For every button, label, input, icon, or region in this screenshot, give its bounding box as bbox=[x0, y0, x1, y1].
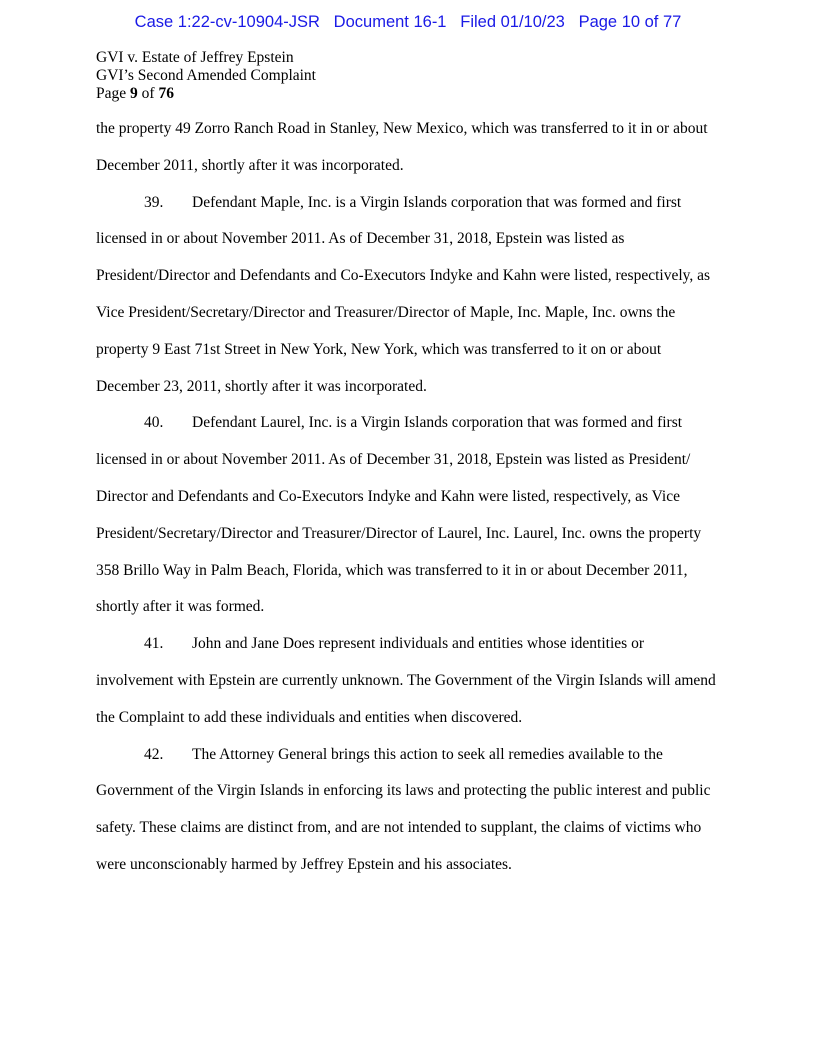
paragraph-number: 39. bbox=[144, 193, 164, 211]
paragraph-continuation bbox=[96, 111, 720, 185]
paragraph-text: The Attorney General brings this action to seek all remedies available to the Government of the Virgin Islands in enforcing its laws and protecting the public interest and public safety. These claims are distinct from, and are not intended to supplant, the claims of victims who were unconscionably harmed by Jeffrey Epstein and his associates. bbox=[96, 745, 711, 873]
page-current: 9 bbox=[130, 85, 138, 102]
paragraph-41 bbox=[96, 626, 720, 736]
page-of: of bbox=[137, 85, 159, 102]
paragraph-text: Defendant Laurel, Inc. is a Virgin Islands corporation that was formed and first licensed in or about November 2011. As of December 31, 2018, Epstein was listed as President/ Director and Defendants and Co-Executors Indyke and Kahn were listed, respectively, as Vice President/Secretary/Director and Treasurer/Director of Laurel, Inc. Laurel, Inc. owns the property 358 Brillo Way in Palm Beach, Florida, which was transferred to it in or about December 2011, shortly after it was formed. bbox=[96, 414, 702, 616]
paragraph-40 bbox=[96, 405, 720, 626]
document-caption bbox=[96, 49, 316, 103]
paragraph-number: 40. bbox=[144, 414, 164, 432]
paragraph-number: 42. bbox=[144, 745, 164, 763]
page-prefix: Page bbox=[96, 85, 131, 102]
paragraph-39 bbox=[96, 185, 720, 406]
document-body bbox=[96, 111, 720, 884]
caption-document-title: GVI’s Second Amended Complaint bbox=[96, 67, 316, 84]
caption-page-number bbox=[96, 85, 316, 103]
page-total: 76 bbox=[158, 85, 174, 102]
caption-case-name: GVI v. Estate of Jeffrey Epstein bbox=[96, 49, 294, 66]
paragraph-42 bbox=[96, 737, 720, 884]
paragraph-number: 41. bbox=[144, 635, 164, 653]
ecf-filing-header: Case 1:22-cv-10904-JSR Document 16-1 Filed 01/10/23 Page 10 of 77 bbox=[134, 13, 682, 31]
paragraph-text: John and Jane Does represent individuals and entities whose identities or involvement with Epstein are currently unknown. The Government of the Virgin Islands will amend the Complaint to add these individuals and entities when discovered. bbox=[96, 635, 716, 726]
paragraph-text: the property 49 Zorro Ranch Road in Stanley, New Mexico, which was transferred to it in or about December 2011, shortly after it was incorporated. bbox=[96, 120, 708, 174]
paragraph-text: Defendant Maple, Inc. is a Virgin Islands corporation that was formed and first licensed in or about November 2011. As of December 31, 2018, Epstein was listed as President/Director and Defendants and Co-Executors Indyke and Kahn were listed, respectively, as Vice President/Secretary/Director and Treasurer/Director of Maple, Inc. Maple, Inc. owns the property 9 East 71st Street in New York, New York, which was transferred to it on or about December 23, 2011, shortly after it was incorporated. bbox=[96, 193, 711, 395]
